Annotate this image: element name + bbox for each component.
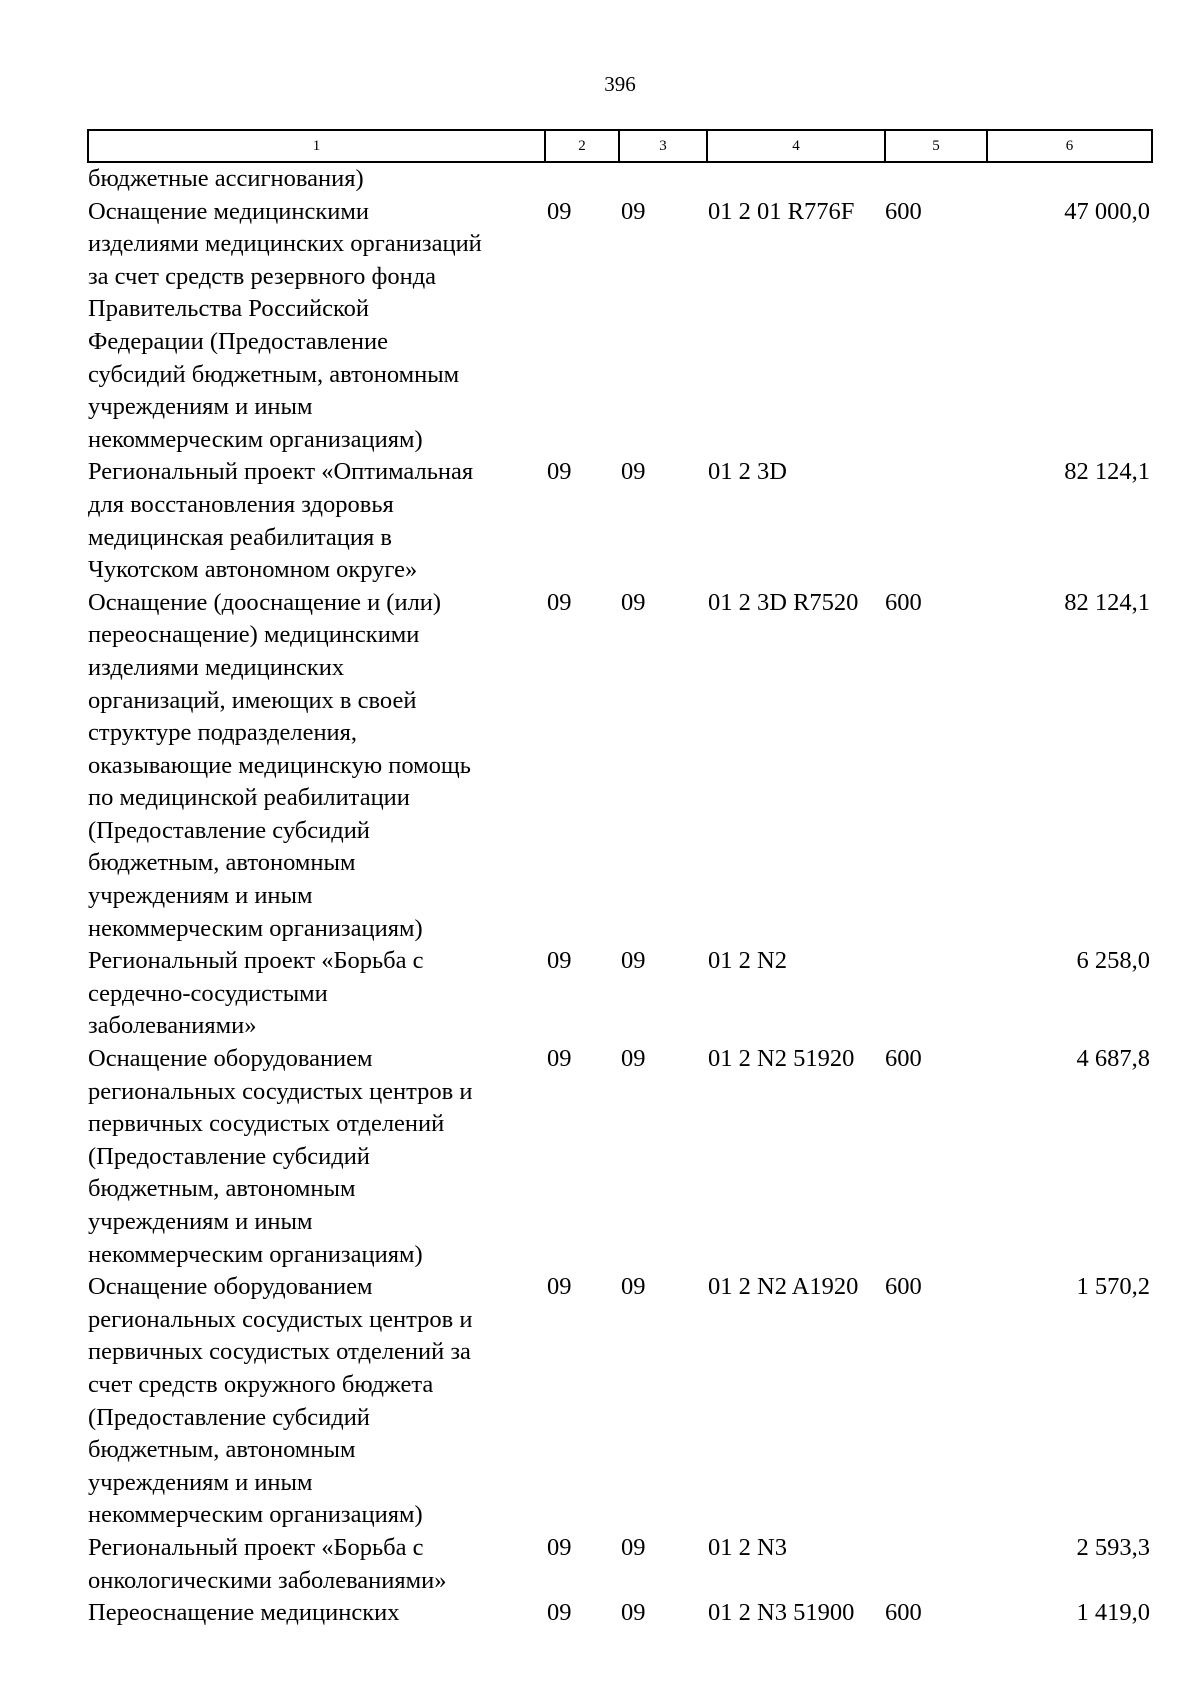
row-name-line: изделиями медицинских (88, 653, 345, 681)
row-name-line: оказывающие медицинскую помощь (88, 751, 471, 779)
table-row (88, 1532, 1152, 1597)
row-name-line: онкологическими заболеваниями» (88, 1566, 447, 1594)
table-row (88, 587, 1152, 946)
row-name-line: учреждениям и иным (88, 1468, 313, 1496)
page-number: 396 (604, 72, 636, 96)
row-expense-type: 600 (885, 1045, 922, 1073)
row-name-line: заболеваниями» (88, 1012, 257, 1040)
table-row (88, 1271, 1152, 1532)
row-name-line: переоснащение) медицинскими (88, 621, 420, 649)
table-row (88, 456, 1152, 586)
row-name-line: первичных сосудистых отделений за (88, 1338, 471, 1366)
row-name-line: Региональный проект «Борьба с (88, 1533, 424, 1561)
row-name-line: учреждениям и иным (88, 1208, 313, 1235)
table-row (88, 1597, 1152, 1630)
header-col-4: 4 (707, 130, 885, 162)
row-name (88, 456, 545, 586)
row-amount: 6 258,0 (1076, 947, 1150, 975)
row-name-line: структуре подразделения, (88, 719, 358, 747)
row-name-line: изделиями медицинских организаций (88, 230, 482, 258)
row-section: 09 (621, 197, 646, 225)
row-name-line: некоммерческим организациям) (88, 1501, 423, 1529)
row-ved: 09 (547, 458, 572, 486)
row-expense-type: 600 (885, 1273, 922, 1301)
row-ved: 09 (547, 1045, 572, 1073)
row-name-line: учреждениям и иным (88, 882, 313, 910)
row-name (88, 1271, 545, 1532)
row-name-line: (Предоставление субсидий (88, 1403, 370, 1431)
row-name-line: Оснащение оборудованием (88, 1273, 373, 1301)
row-ved: 09 (547, 588, 572, 616)
row-name-line: бюджетным, автономным (88, 849, 356, 877)
row-name (88, 1532, 545, 1597)
header-col-5: 5 (885, 130, 987, 162)
row-amount: 4 687,8 (1076, 1045, 1150, 1073)
row-name (88, 587, 545, 946)
header-col-2: 2 (545, 130, 619, 162)
row-section: 09 (621, 458, 646, 486)
row-name-line: за счет средств резервного фонда (88, 262, 437, 290)
row-name-line: Федерации (Предоставление (88, 327, 389, 355)
row-expense-type (885, 1532, 987, 1597)
row-name-line: региональных сосудистых центров и (88, 1305, 473, 1333)
row-target-code: 01 2 3D R7520 (708, 588, 859, 616)
row-target-code: 01 2 N3 (708, 1533, 787, 1561)
row-name-line: организаций, имеющих в своей (88, 686, 417, 714)
table-row (88, 945, 1152, 1043)
row-expense-type: 600 (885, 1599, 922, 1627)
row-name-line: бюджетным, автономным (88, 1175, 356, 1203)
row-name-line: некоммерческим организациям) (88, 425, 423, 453)
table-row (88, 162, 1152, 196)
table-header-row (88, 130, 1152, 162)
row-target-code (707, 162, 885, 196)
row-name-line: по медицинской реабилитации (88, 784, 410, 812)
row-amount: 47 000,0 (1064, 197, 1150, 225)
row-name-line: бюджетным, автономным (88, 1436, 356, 1464)
row-name-line: некоммерческим организациям) (88, 914, 423, 942)
row-name-line: Региональный проект «Оптимальная (88, 458, 474, 486)
row-section: 09 (621, 1273, 646, 1301)
row-name-line: региональных сосудистых центров и (88, 1077, 473, 1105)
table-body (88, 162, 1152, 1630)
row-name-line: учреждениям и иным (88, 393, 313, 421)
row-name-line: Оснащение медицинскими (88, 197, 369, 225)
header-col-3: 3 (619, 130, 707, 162)
row-name-line: сердечно-сосудистыми (88, 979, 328, 1007)
row-amount: 82 124,1 (1064, 588, 1150, 616)
row-name-line: субсидий бюджетным, автономным (88, 360, 460, 388)
budget-table (87, 129, 1153, 1630)
row-expense-type: 600 (885, 588, 922, 616)
row-name (88, 1043, 545, 1271)
row-ved (545, 162, 619, 196)
row-section: 09 (621, 947, 646, 975)
row-amount: 2 593,3 (1076, 1533, 1150, 1561)
row-name-line: Правительства Российской (88, 295, 370, 323)
table-row (88, 196, 1152, 457)
row-name (88, 162, 545, 196)
table-row (88, 1043, 1152, 1271)
row-section (619, 162, 707, 196)
row-amount: 1 570,2 (1076, 1273, 1150, 1301)
row-target-code: 01 2 N2 (708, 947, 787, 975)
row-name (88, 1597, 545, 1630)
header-col-6: 6 (987, 130, 1152, 162)
row-name-line: для восстановления здоровья (88, 490, 394, 518)
row-amount: 82 124,1 (1064, 458, 1150, 486)
row-name-line: (Предоставление субсидий (88, 816, 370, 844)
row-name-line: некоммерческим организациям) (88, 1240, 423, 1268)
row-amount (987, 162, 1152, 196)
row-target-code: 01 2 01 R776F (708, 197, 855, 225)
row-ved: 09 (547, 1533, 572, 1561)
row-section: 09 (621, 588, 646, 616)
row-name-line: бюджетные ассигнования) (88, 165, 364, 192)
header-col-1: 1 (88, 130, 545, 162)
row-name-line: Оснащение оборудованием (88, 1045, 373, 1073)
row-target-code: 01 2 N2 A1920 (708, 1273, 859, 1301)
row-name-line: счет средств окружного бюджета (88, 1370, 434, 1398)
row-expense-type (885, 945, 987, 1043)
row-expense-type (885, 162, 987, 196)
row-expense-type (885, 456, 987, 586)
row-expense-type: 600 (885, 197, 922, 225)
row-section: 09 (621, 1533, 646, 1561)
row-ved: 09 (547, 1273, 572, 1301)
row-target-code: 01 2 3D (708, 458, 787, 486)
row-target-code: 01 2 N3 51900 (708, 1599, 855, 1627)
row-target-code: 01 2 N2 51920 (708, 1045, 855, 1073)
row-name-line: Региональный проект «Борьба с (88, 947, 424, 975)
row-name-line: Оснащение (дооснащение и (или) (88, 588, 442, 616)
row-name-line: медицинская реабилитация в (88, 523, 392, 551)
row-name-line: Переоснащение медицинских (88, 1599, 400, 1627)
row-ved: 09 (547, 947, 572, 975)
row-section: 09 (621, 1045, 646, 1073)
row-name (88, 945, 545, 1043)
row-amount: 1 419,0 (1076, 1599, 1150, 1627)
row-ved: 09 (547, 197, 572, 225)
row-name-line: (Предоставление субсидий (88, 1142, 370, 1170)
row-ved: 09 (547, 1599, 572, 1627)
row-section: 09 (621, 1599, 646, 1627)
row-name-line: первичных сосудистых отделений (88, 1110, 445, 1138)
row-name-line: Чукотском автономном округе» (88, 556, 418, 584)
row-name (88, 196, 545, 457)
